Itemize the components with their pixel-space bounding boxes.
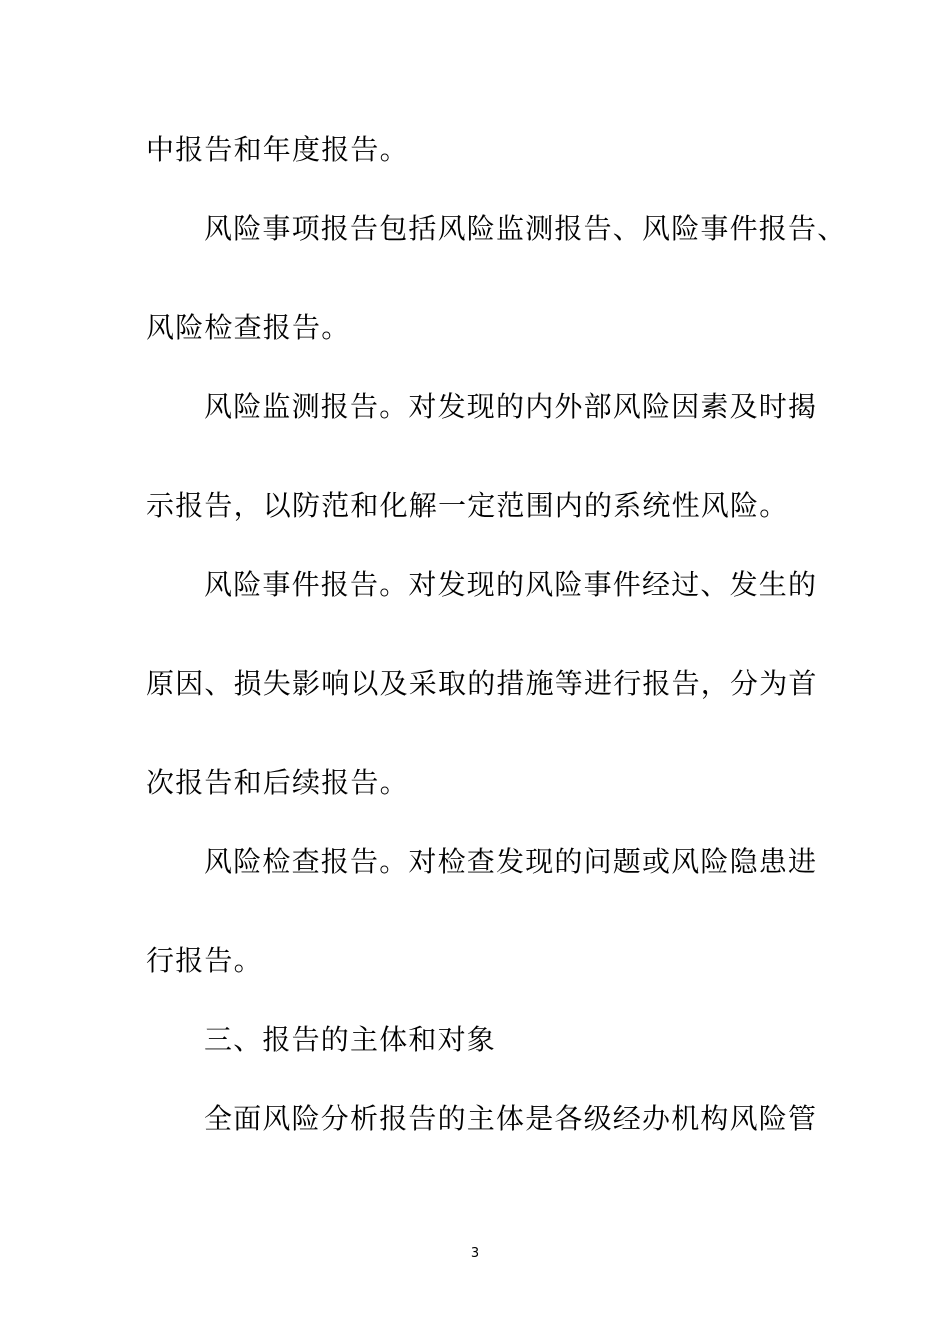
paragraph-line-4: 风险监测报告。对发现的内外部风险因素及时揭 <box>204 390 818 423</box>
paragraph-line-5: 示报告，以防范和化解一定范围内的系统性风险。 <box>146 489 789 522</box>
paragraph-line-6: 风险事件报告。对发现的风险事件经过、发生的 <box>204 568 818 601</box>
section-heading: 三、报告的主体和对象 <box>204 1023 497 1056</box>
paragraph-line-1: 中报告和年度报告。 <box>146 133 409 166</box>
paragraph-line-9: 风险检查报告。对检查发现的问题或风险隐患进 <box>204 845 818 878</box>
paragraph-line-8: 次报告和后续报告。 <box>146 766 409 799</box>
paragraph-line-3: 风险检查报告。 <box>146 311 351 344</box>
paragraph-line-12: 全面风险分析报告的主体是各级经办机构风险管 <box>204 1102 818 1135</box>
paragraph-line-2: 风险事项报告包括风险监测报告、风险事件报告、 <box>204 212 847 245</box>
page-number: 3 <box>470 1246 480 1261</box>
paragraph-line-10: 行报告。 <box>146 944 263 977</box>
paragraph-line-7: 原因、损失影响以及采取的措施等进行报告，分为首 <box>146 667 818 700</box>
